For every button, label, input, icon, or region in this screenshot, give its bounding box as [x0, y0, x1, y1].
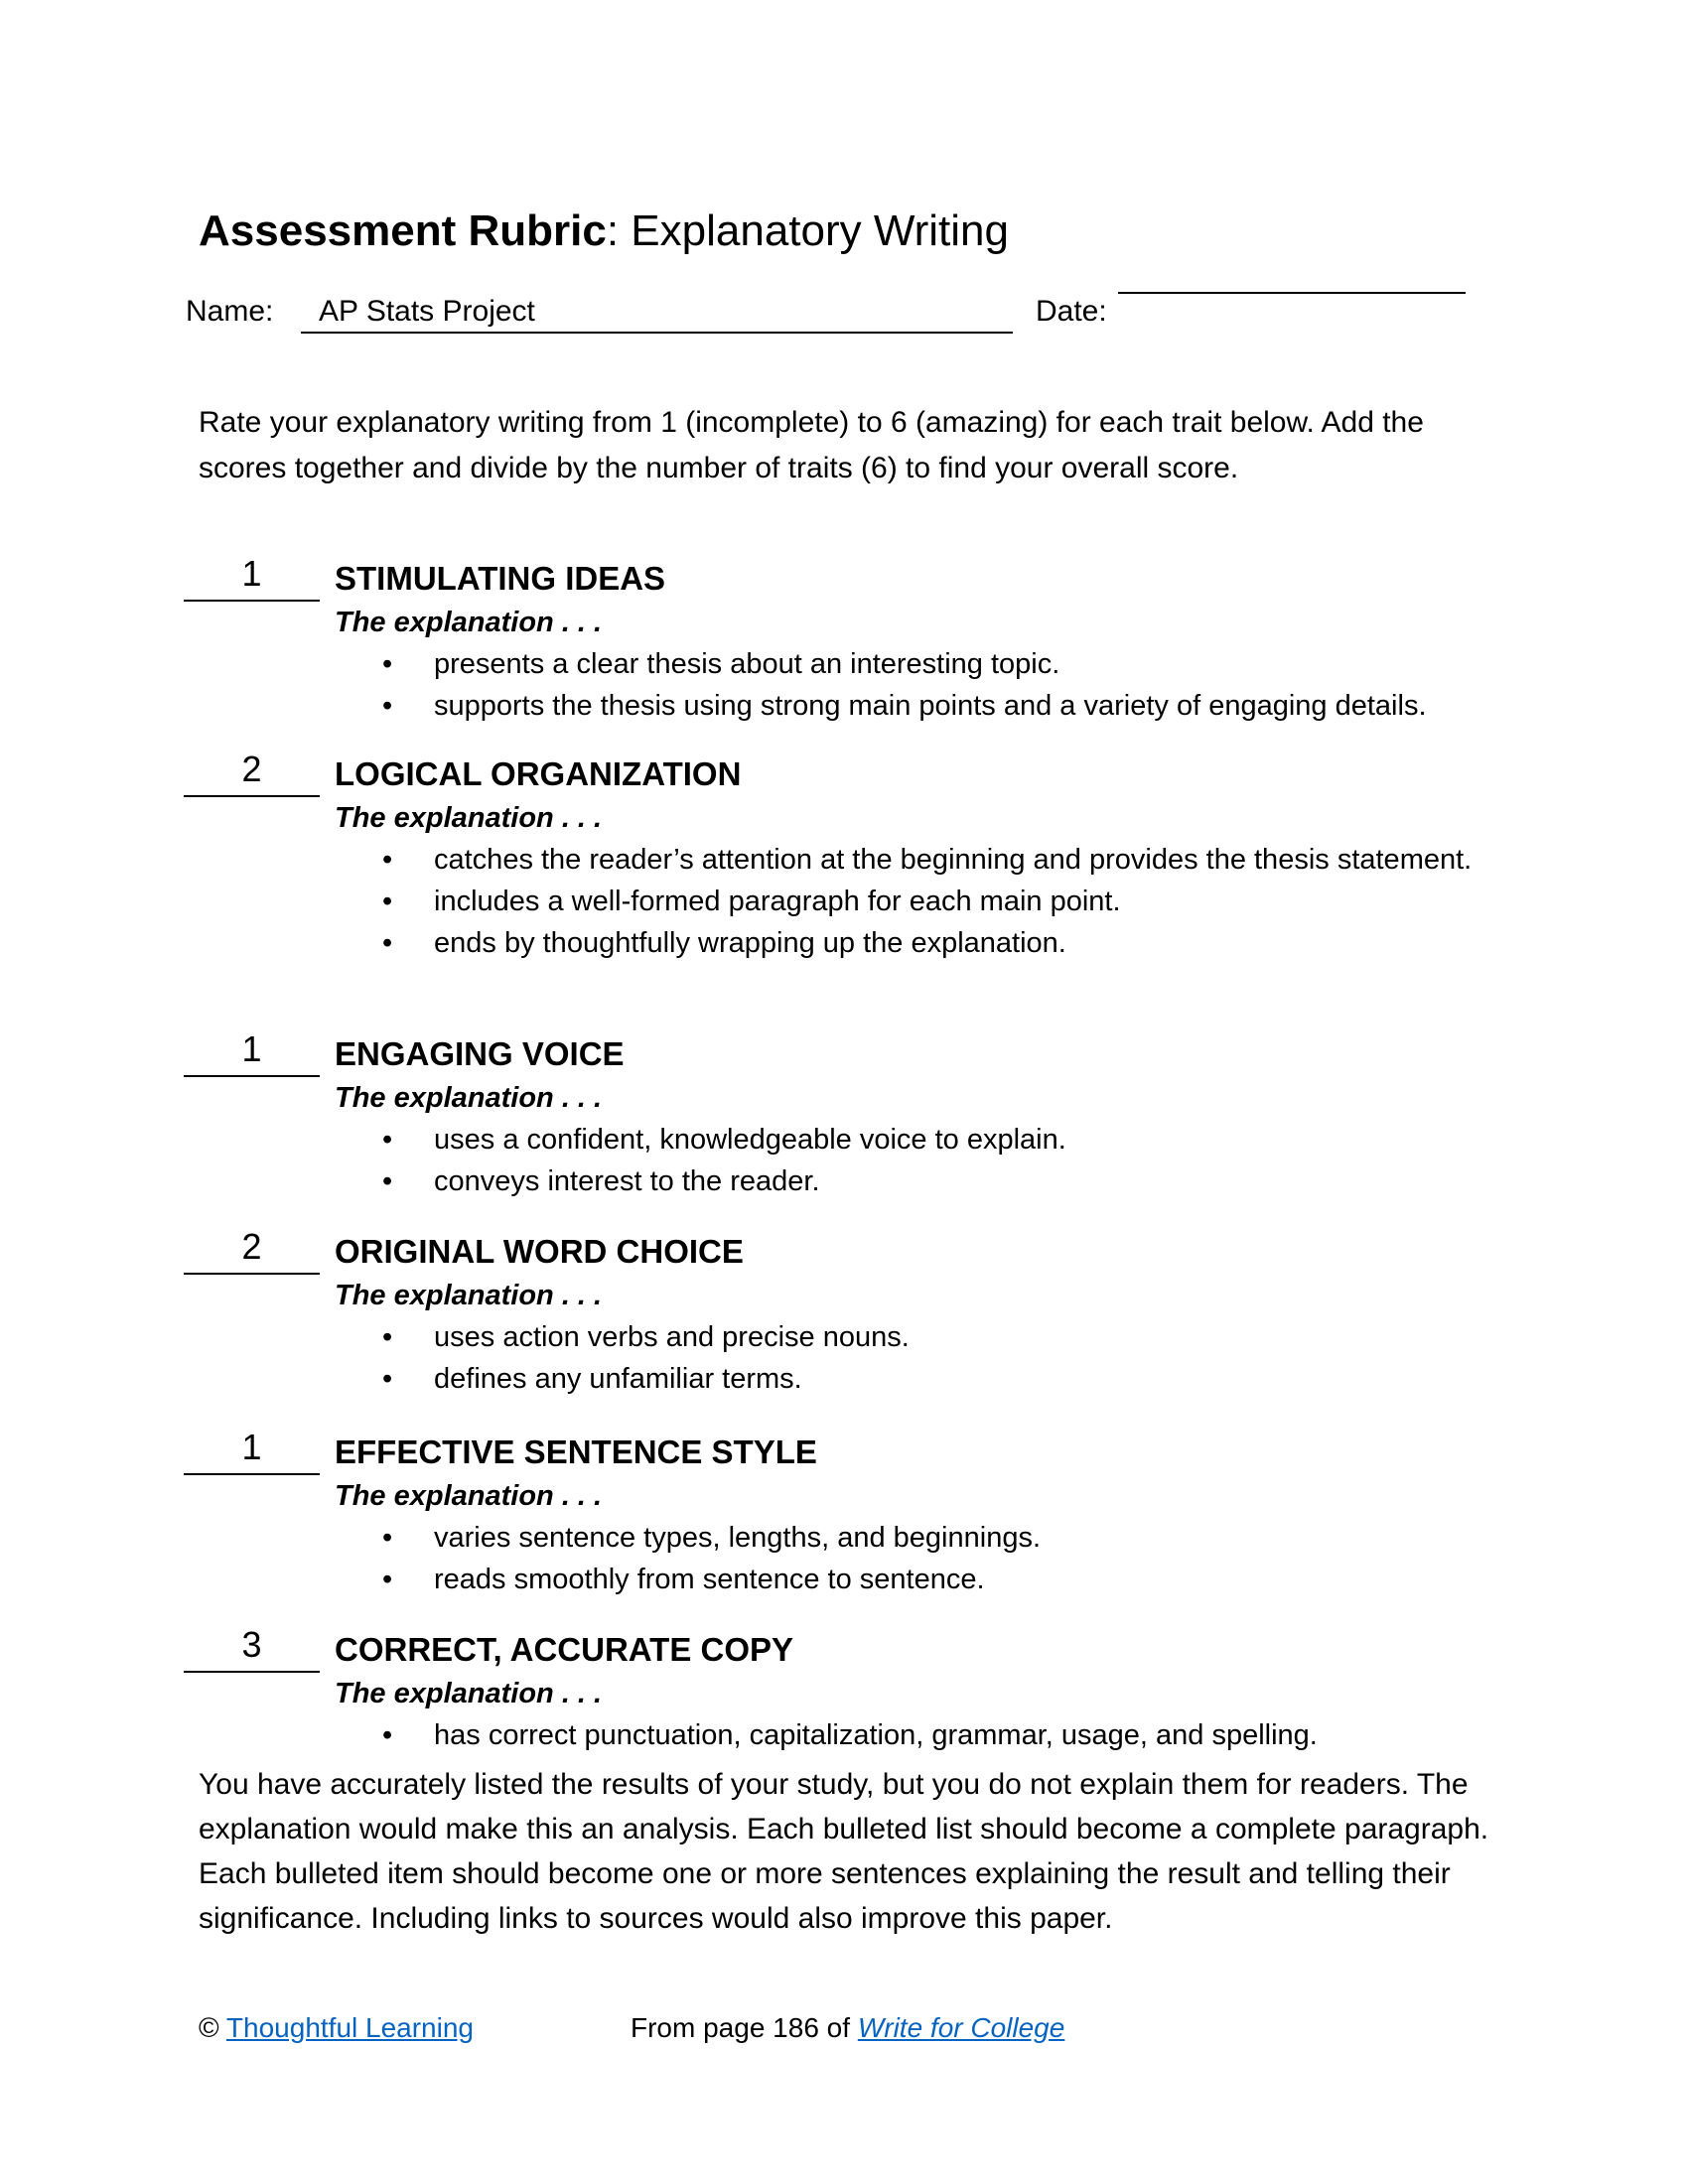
trait-bullet: • reads smoothly from sentence to sentence.: [382, 1559, 1504, 1600]
name-field[interactable]: AP Stats Project: [301, 292, 1013, 334]
trait-name: CORRECT, ACCURATE COPY: [335, 1631, 794, 1668]
trait-name: ORIGINAL WORD CHOICE: [335, 1233, 744, 1270]
page-title: [199, 204, 1009, 259]
trait-subtitle: The explanation . . .: [335, 1678, 603, 1709]
date-label: Date:: [1036, 295, 1107, 328]
trait-bullet-list: [382, 1714, 1504, 1756]
trait-bullet: • conveys interest to the reader.: [382, 1160, 1504, 1202]
footer-copyright: [199, 2008, 474, 2048]
page-title-bold: Assessment Rubric: [199, 206, 607, 255]
trait-bullet: • uses action verbs and precise nouns.: [382, 1316, 1504, 1358]
trait-subtitle: The explanation . . .: [335, 607, 603, 638]
trait-subtitle: The explanation . . .: [335, 1480, 603, 1512]
trait-bullet: • uses a confident, knowledgeable voice to explain.: [382, 1119, 1504, 1160]
trait-bullet: • supports the thesis using strong main points and a variety of engaging details.: [382, 685, 1504, 727]
source-prefix: From page 186 of: [631, 2012, 851, 2043]
trait-bullet-list: [382, 1517, 1504, 1600]
trait-score[interactable]: 1: [184, 1426, 320, 1475]
footer-source: [631, 2008, 1064, 2048]
trait-score[interactable]: 3: [184, 1623, 320, 1673]
trait-score[interactable]: 2: [184, 748, 320, 797]
trait-score[interactable]: 2: [184, 1225, 320, 1275]
page-title-rest: : Explanatory Writing: [606, 206, 1009, 255]
trait-name: EFFECTIVE SENTENCE STYLE: [335, 1433, 817, 1470]
teacher-comment: You have accurately listed the results of your study, but you do not explain them for readers. The explanation would make this an analysis. Each bulleted list should become a complete paragraph. Each bulleted item should become one or more sentences explaining the result and telling their significance. Including links to sources would also improve this paper.: [199, 1768, 1489, 1935]
trait-bullet: • catches the reader’s attention at the beginning and provides the thesis statement.: [382, 839, 1504, 881]
book-link[interactable]: Write for College: [857, 2012, 1065, 2043]
trait-bullet: • has correct punctuation, capitalization, grammar, usage, and spelling.: [382, 1714, 1504, 1756]
trait-bullet-list: [382, 643, 1504, 727]
trait-name: STIMULATING IDEAS: [335, 560, 666, 597]
trait-bullet: • presents a clear thesis about an interesting topic.: [382, 643, 1504, 685]
trait-name: ENGAGING VOICE: [335, 1035, 625, 1072]
trait-subtitle: The explanation . . .: [335, 1082, 603, 1114]
name-label: Name:: [186, 295, 274, 328]
trait-bullet: • varies sentence types, lengths, and beginnings.: [382, 1517, 1504, 1559]
date-field[interactable]: [1118, 292, 1466, 294]
trait-bullet: • includes a well-formed paragraph for each main point.: [382, 881, 1504, 922]
trait-name: LOGICAL ORGANIZATION: [335, 755, 742, 792]
trait-bullet-list: [382, 1119, 1504, 1202]
trait-subtitle: The explanation . . .: [335, 1280, 603, 1311]
copyright-symbol: ©: [199, 2012, 219, 2043]
trait-bullet-list: [382, 1316, 1504, 1400]
publisher-link[interactable]: Thoughtful Learning: [225, 2012, 474, 2043]
instructions: Rate your explanatory writing from 1 (incomplete) to 6 (amazing) for each trait below. Add the scores together and divide by the number of traits (6) to find your overall score.: [199, 406, 1424, 484]
trait-score[interactable]: 1: [184, 552, 320, 602]
trait-bullet-list: [382, 839, 1504, 964]
trait-bullet: • defines any unfamiliar terms.: [382, 1358, 1504, 1400]
trait-subtitle: The explanation . . .: [335, 802, 603, 834]
trait-bullet: • ends by thoughtfully wrapping up the explanation.: [382, 922, 1504, 964]
trait-score[interactable]: 1: [184, 1027, 320, 1077]
